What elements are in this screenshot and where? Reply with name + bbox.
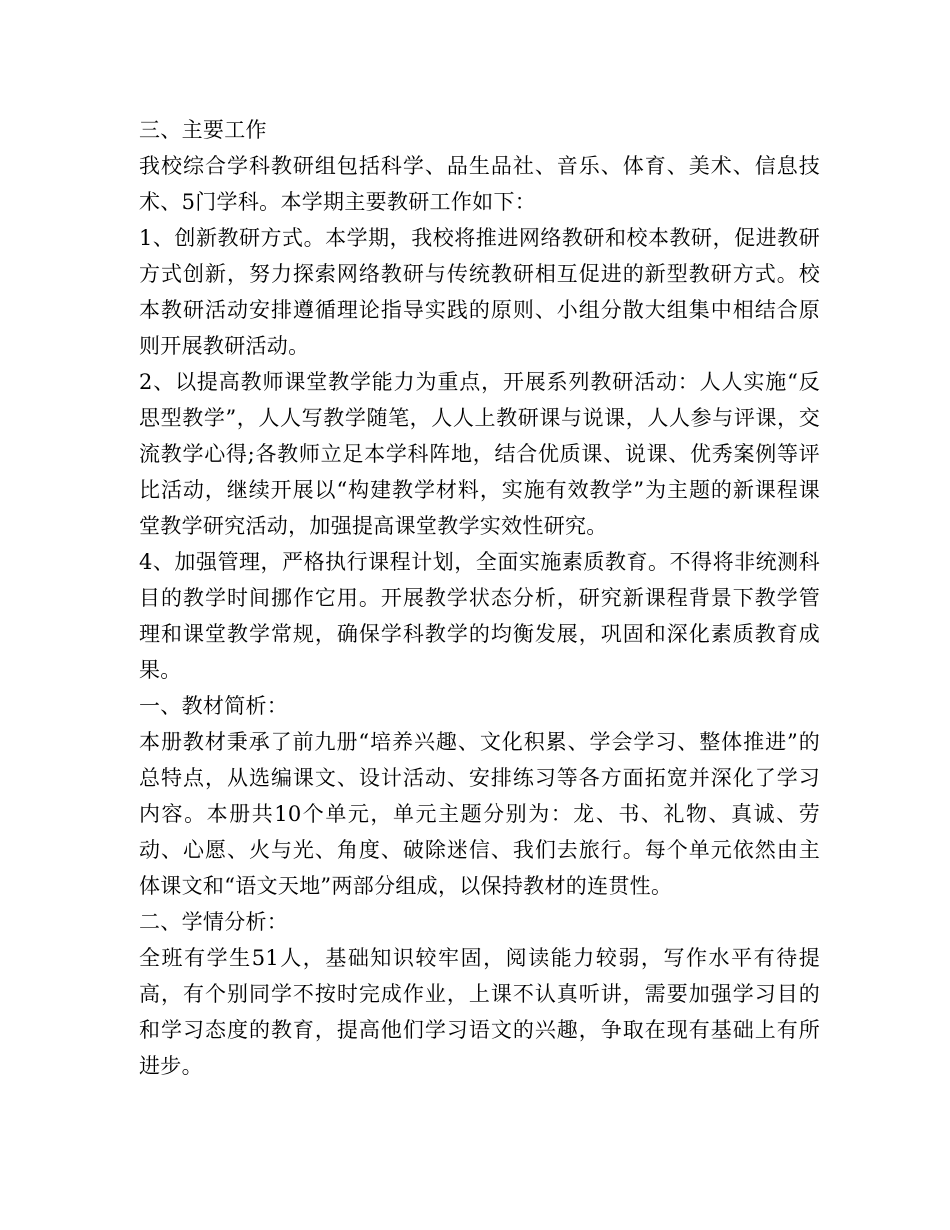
paragraph-item-2: 2、以提高教师课堂教学能力为重点，开展系列教研活动：人人实施“反思型教学”，人人写教学随笔，人人上教研课与说课，人人参与评课，交流教学心得;各教师立足本学科阵地，结合优质课、说课、优秀案例等评比活动，继续开展以“构建教学材料，实施有效教学”为主题的新课程课堂教学研究活动，加强提高课堂教学实效性研究。 [139,370,820,538]
section-heading-student-analysis: 二、学情分析： [139,910,289,934]
section-heading-textbook-analysis: 一、教材简析： [139,694,289,718]
paragraph-subjects-intro: 我校综合学科教研组包括科学、品生品社、音乐、体育、美术、信息技术、5门学科。本学期主要教研工作如下： [139,154,820,214]
paragraph-item-4: 4、加强管理，严格执行课程计划，全面实施素质教育。不得将非统测科目的教学时间挪作它用。开展教学状态分析，研究新课程背景下教学管理和课堂教学常规，确保学科教学的均衡发展，巩固和深化素质教育成果。 [139,550,820,682]
paragraph-textbook-analysis: 本册教材秉承了前九册“培养兴趣、文化积累、学会学习、整体推进”的总特点，从选编课文、设计活动、安排练习等各方面拓宽并深化了学习内容。本册共10个单元，单元主题分别为：龙、书、礼物、真诚、劳动、心愿、火与光、角度、破除迷信、我们去旅行。每个单元依然由主体课文和“语文天地”两部分组成，以保持教材的连贯性。 [139,730,820,898]
paragraph-student-analysis: 全班有学生51人，基础知识较牢固，阅读能力较弱，写作水平有待提高，有个别同学不按时完成作业，上课不认真听讲，需要加强学习目的和学习态度的教育，提高他们学习语文的兴趣，争取在现有基础上有所进步。 [139,946,820,1078]
section-heading-main-work: 三、主要工作 [139,118,267,142]
paragraph-item-1: 1、创新教研方式。本学期，我校将推进网络教研和校本教研，促进教研方式创新，努力探索网络教研与传统教研相互促进的新型教研方式。校本教研活动安排遵循理论指导实践的原则、小组分散大组集中相结合原则开展教研活动。 [139,226,820,358]
